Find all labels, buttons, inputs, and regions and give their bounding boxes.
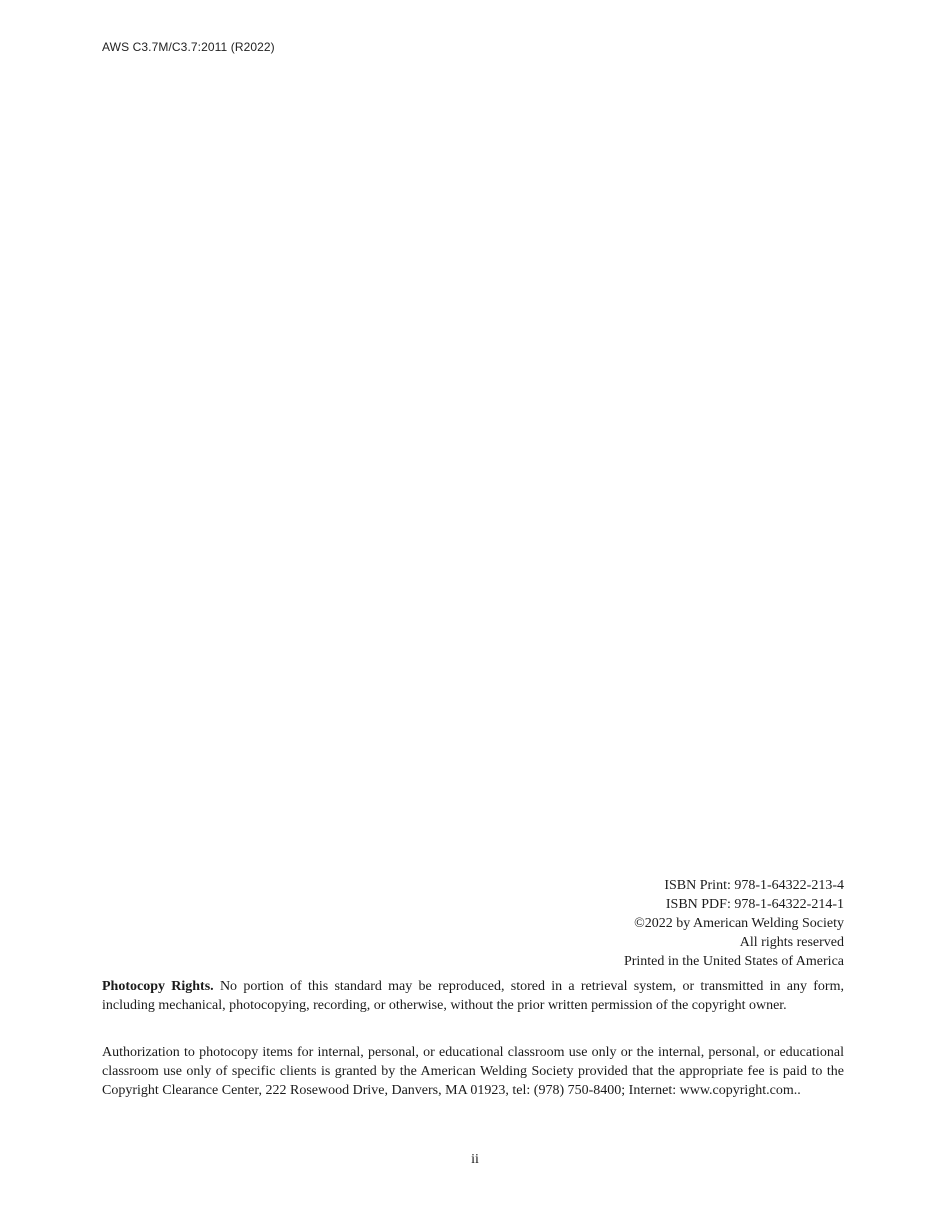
rights-reserved: All rights reserved: [739, 935, 844, 950]
printed-in: Printed in the United States of America: [623, 954, 844, 969]
copyright-line: ©2022 by American Welding Society: [634, 916, 844, 931]
isbn-pdf: ISBN PDF: 978-1-64322-214-1: [665, 897, 844, 912]
page-number: ii: [471, 1152, 479, 1167]
photocopy-rights-heading: Photocopy Rights.: [102, 979, 214, 994]
isbn-print: ISBN Print: 978-1-64322-213-4: [664, 878, 844, 893]
photocopy-rights-text: No portion of this standard may be reproduced, stored in a retrieval system, or transmitted in any form, including mechanical, photocopying, recording, or otherwise, without the prior written permission of the copyright owner.: [102, 979, 844, 1013]
photocopy-rights-paragraph: [102, 977, 844, 1015]
authorization-paragraph: Authorization to photocopy items for internal, personal, or educational classroom use only or the internal, personal, or educational classroom use only of specific clients is granted by the American Welding Society provided that the appropriate fee is paid to the Copyright Clearance Center, 222 Rosewood Drive, Danvers, MA 01923, tel: (978) 750-8400; Internet: www.copyright.com..: [102, 1045, 844, 1098]
copyright-block: [344, 876, 844, 971]
running-head: AWS C3.7M/C3.7:2011 (R2022): [102, 40, 275, 54]
